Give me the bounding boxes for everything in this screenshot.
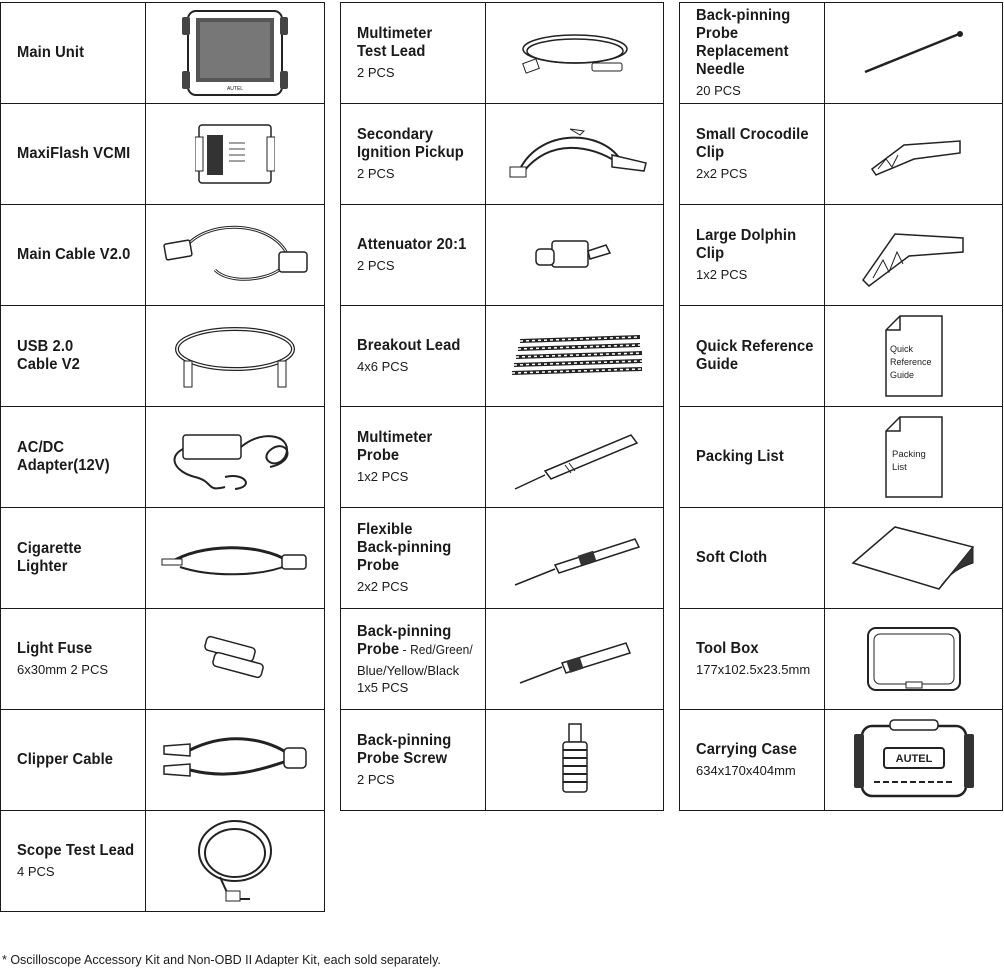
doc-label: Guide bbox=[889, 370, 914, 380]
footnote: * Oscilloscope Accessory Kit and Non-OBD II Adapter Kit, each sold separately. bbox=[2, 953, 441, 967]
item-name: Light Fuse bbox=[17, 640, 93, 657]
ignition-pickup-image bbox=[486, 104, 664, 205]
item-name: Attenuator 20:1 bbox=[357, 236, 467, 253]
item-quantity: 2x2 PCS bbox=[357, 579, 409, 594]
item-quantity: 2x2 PCS bbox=[696, 166, 748, 181]
item-name: Tool Box bbox=[696, 640, 759, 657]
item-quantity: 2 PCS bbox=[357, 258, 395, 273]
item-name: Back-pinning Probe Replacement Needle bbox=[696, 7, 791, 78]
multimeter-probe-image bbox=[486, 407, 664, 508]
large-dolphin-clip-image bbox=[825, 205, 1003, 306]
list-item bbox=[1, 508, 325, 609]
list-item bbox=[1, 3, 325, 104]
list-item bbox=[341, 508, 664, 609]
list-item bbox=[341, 306, 664, 407]
item-name: Scope Test Lead bbox=[17, 842, 135, 859]
list-item bbox=[680, 306, 1003, 407]
item-name: MaxiFlash VCMI bbox=[17, 145, 131, 162]
list-item bbox=[680, 205, 1003, 306]
probe-screw-image bbox=[486, 710, 664, 811]
item-quantity: 6x30mm 2 PCS bbox=[17, 662, 109, 677]
breakout-lead-image bbox=[486, 306, 664, 407]
item-name: Main Unit bbox=[17, 44, 85, 61]
back-pinning-probe-image bbox=[486, 609, 664, 710]
list-item bbox=[680, 104, 1003, 205]
item-name: Back-pinning Probe Screw bbox=[357, 732, 452, 767]
scope-test-lead-image bbox=[146, 811, 325, 912]
item-quantity: 1x2 PCS bbox=[357, 469, 409, 484]
list-item bbox=[341, 3, 664, 104]
brand-label: AUTEL bbox=[226, 86, 244, 92]
list-item bbox=[1, 104, 325, 205]
item-quantity: 4 PCS bbox=[17, 864, 55, 879]
list-item bbox=[680, 609, 1003, 710]
list-item bbox=[341, 407, 664, 508]
list-item bbox=[680, 407, 1003, 508]
doc-label: Reference bbox=[889, 357, 932, 367]
list-item bbox=[1, 407, 325, 508]
item-quantity: 634x170x404mm bbox=[696, 763, 796, 778]
item-name: Multimeter Probe bbox=[357, 429, 433, 464]
clipper-cable-image bbox=[146, 710, 325, 811]
soft-cloth-image bbox=[825, 508, 1003, 609]
accessory-column-3 bbox=[679, 2, 1003, 811]
doc-label: Quick bbox=[889, 344, 913, 354]
multimeter-test-lead-image bbox=[486, 3, 664, 104]
quick-reference-guide-image bbox=[825, 306, 1003, 407]
list-item bbox=[341, 609, 664, 710]
cigarette-lighter-image bbox=[146, 508, 325, 609]
list-item bbox=[1, 609, 325, 710]
light-fuse-image bbox=[146, 609, 325, 710]
item-name: Flexible Back-pinning Probe bbox=[357, 521, 452, 574]
list-item bbox=[680, 508, 1003, 609]
item-name: Carrying Case bbox=[696, 741, 798, 758]
item-quantity: 177x102.5x23.5mm bbox=[696, 662, 811, 677]
item-quantity: 2 PCS bbox=[357, 772, 395, 787]
brand-label: AUTEL bbox=[895, 753, 932, 765]
accessory-column-1 bbox=[0, 2, 325, 912]
main-cable-image bbox=[146, 205, 325, 306]
item-name: Large Dolphin Clip bbox=[696, 227, 797, 262]
usb-cable-image bbox=[146, 306, 325, 407]
packing-list-image bbox=[825, 407, 1003, 508]
list-item bbox=[1, 710, 325, 811]
doc-label: Packing bbox=[891, 449, 926, 460]
item-name: Packing List bbox=[696, 448, 784, 465]
main-unit-image bbox=[146, 3, 325, 104]
adapter-image bbox=[146, 407, 325, 508]
list-item bbox=[341, 205, 664, 306]
small-crocodile-clip-image bbox=[825, 104, 1003, 205]
item-name: Secondary Ignition Pickup bbox=[357, 126, 464, 161]
doc-label: List bbox=[891, 462, 907, 473]
item-name: Breakout Lead bbox=[357, 337, 461, 354]
item-name: Cigarette Lighter bbox=[17, 540, 82, 575]
list-item bbox=[680, 710, 1003, 811]
attenuator-image bbox=[486, 205, 664, 306]
item-name: Clipper Cable bbox=[17, 751, 114, 768]
carrying-case-image bbox=[825, 710, 1003, 811]
item-quantity: Blue/Yellow/Black 1x5 PCS bbox=[357, 662, 460, 695]
list-item bbox=[1, 811, 325, 912]
item-name: Soft Cloth bbox=[696, 549, 768, 566]
list-item bbox=[680, 3, 1003, 104]
item-name: Quick Reference Guide bbox=[696, 338, 814, 373]
list-item bbox=[1, 205, 325, 306]
item-name: AC/DC Adapter(12V) bbox=[17, 439, 110, 474]
replacement-needle-image bbox=[825, 3, 1003, 104]
item-quantity: 2 PCS bbox=[357, 65, 395, 80]
tool-box-image bbox=[825, 609, 1003, 710]
item-name: Small Crocodile Clip bbox=[696, 126, 809, 161]
vcmi-image bbox=[146, 104, 325, 205]
list-item bbox=[341, 710, 664, 811]
item-quantity: 2 PCS bbox=[357, 166, 395, 181]
item-name: Main Cable V2.0 bbox=[17, 246, 131, 263]
item-quantity: 1x2 PCS bbox=[696, 267, 748, 282]
item-quantity: 4x6 PCS bbox=[357, 359, 409, 374]
list-item bbox=[341, 104, 664, 205]
item-quantity: 20 PCS bbox=[696, 83, 741, 98]
item-name: Multimeter Test Lead bbox=[357, 25, 433, 60]
item-name: Back-pinning Probe - Red/Green/ bbox=[357, 622, 473, 658]
flexible-probe-image bbox=[486, 508, 664, 609]
accessory-column-2 bbox=[340, 2, 664, 811]
item-name: USB 2.0 Cable V2 bbox=[17, 338, 80, 373]
list-item bbox=[1, 306, 325, 407]
